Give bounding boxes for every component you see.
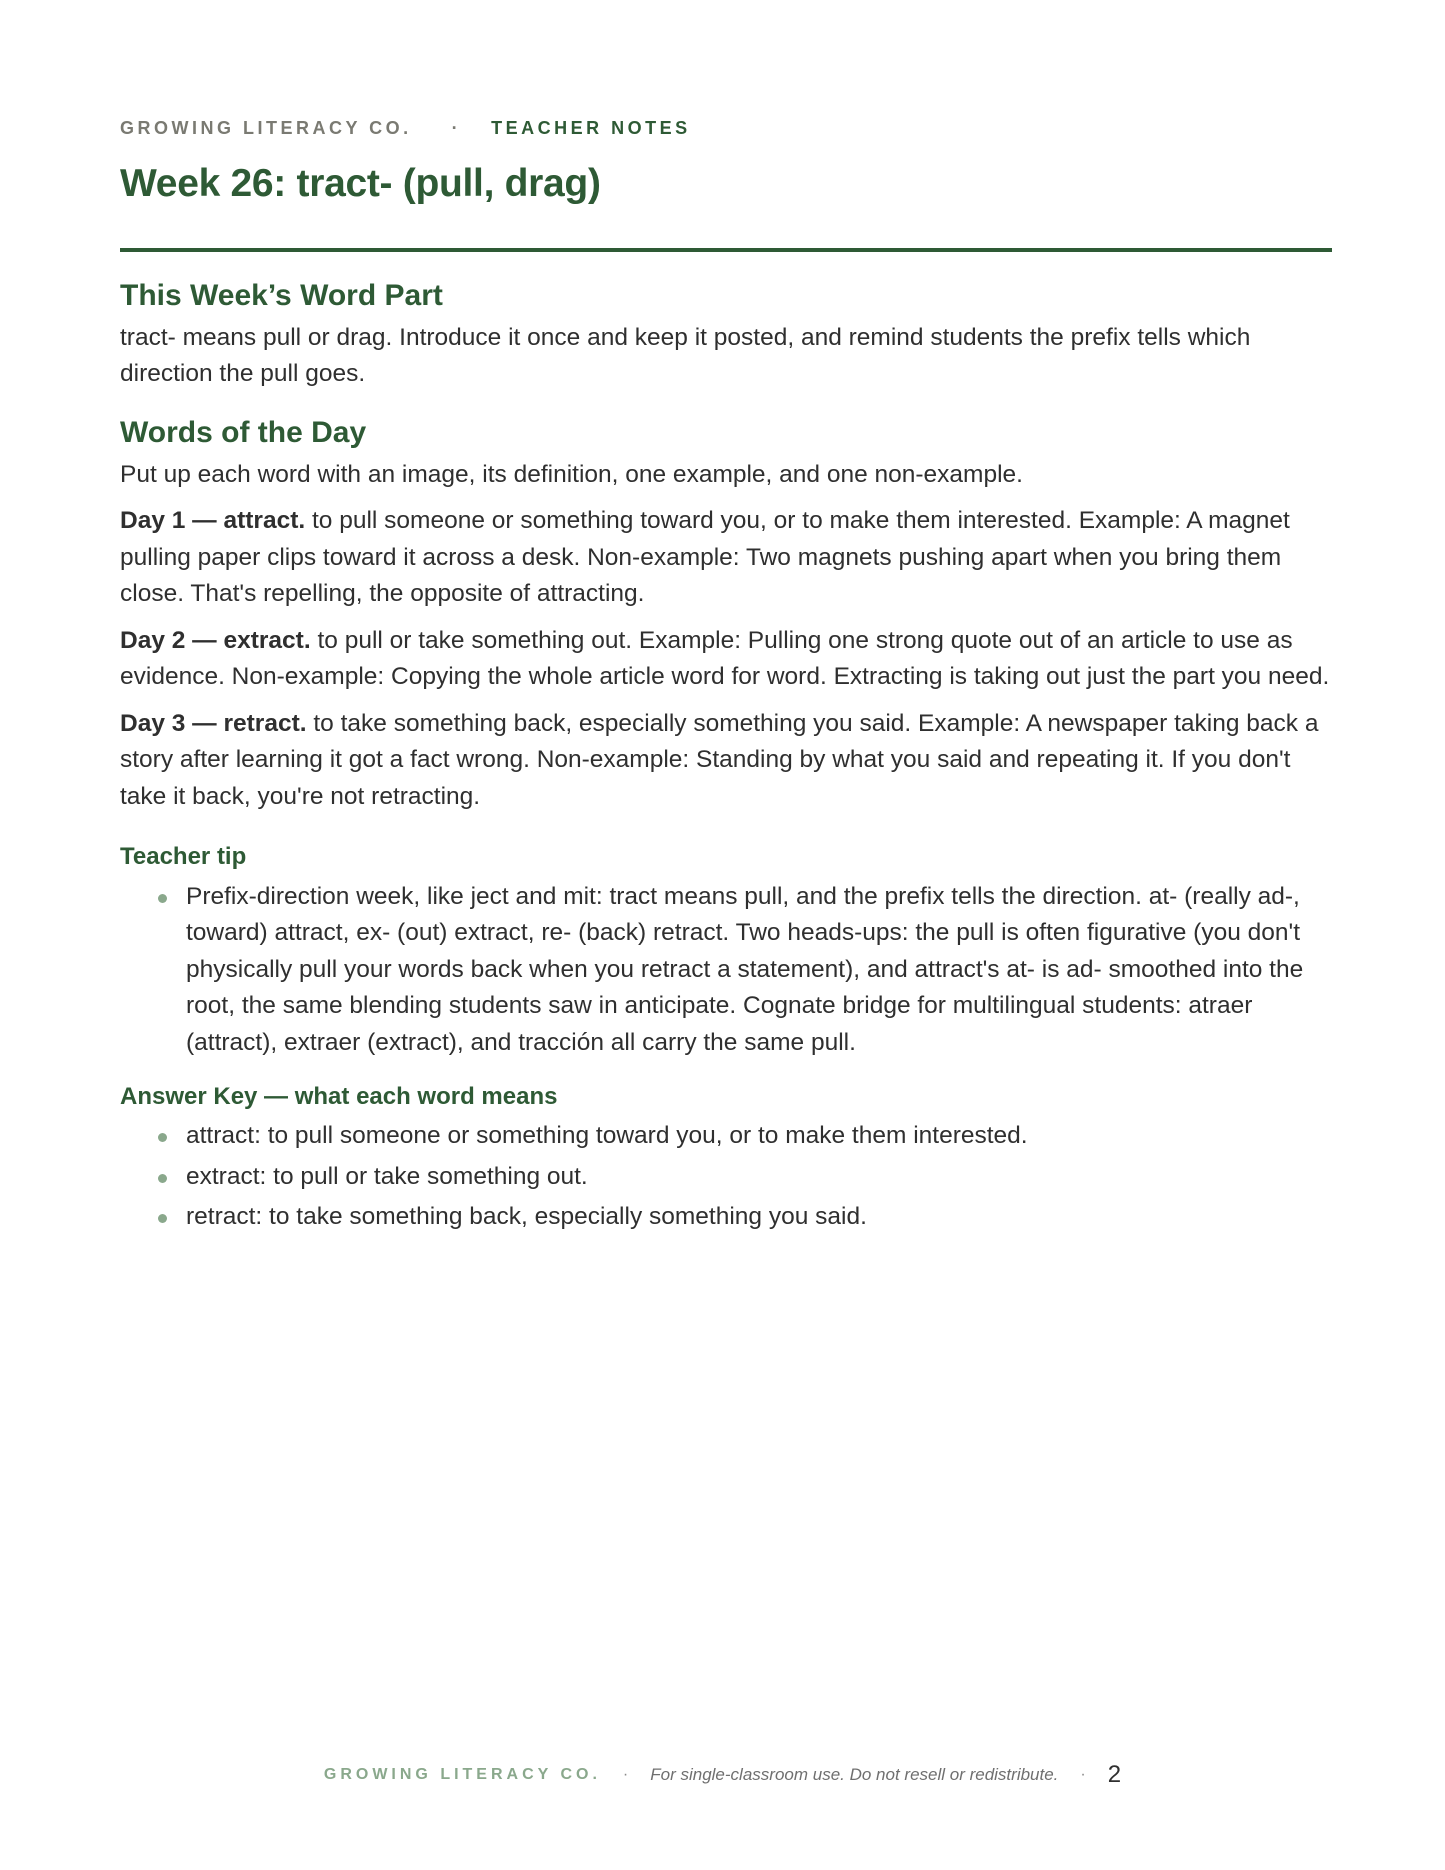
bullet-icon	[158, 894, 167, 903]
header-eyebrow	[120, 118, 1332, 139]
eyebrow-separator: ·	[451, 118, 462, 138]
footer-brand: GROWING LITERACY CO.	[323, 1766, 601, 1783]
footer-separator: ·	[622, 1766, 629, 1783]
list-item	[158, 879, 1332, 1062]
day-entry	[120, 706, 1332, 816]
answer-text: extract: to pull or take something out.	[186, 1162, 588, 1190]
list-item	[158, 1199, 1332, 1236]
teacher-tip-heading: Teacher tip	[120, 843, 247, 871]
day-definition: to pull or take something out. Example: Pulling one strong quote out of an article to use as evidence. Non-example: Copying the whole article word for word. Extracting is taking out just the part you need.	[120, 626, 1330, 691]
answer-key-list	[120, 1118, 1332, 1236]
day-entry	[120, 623, 1332, 696]
answer-text: retract: to take something back, especially something you said.	[186, 1203, 867, 1231]
bullet-icon	[158, 1174, 167, 1183]
footer-note: For single-classroom use. Do not resell or redistribute.	[650, 1765, 1059, 1784]
day-label: Day 2 — extract.	[120, 626, 311, 654]
words-of-day-heading: Words of the Day	[120, 415, 367, 449]
day-definition: to take something back, especially something you said. Example: A newspaper taking back a story after learning it got a fact wrong. Non-example: Standing by what you said and repeating it. If you don't take it back, you're not retracting.	[120, 709, 1319, 810]
title-divider	[120, 248, 1332, 252]
document-kind: TEACHER NOTES	[491, 118, 691, 138]
word-part-body: tract- means pull or drag. Introduce it once and keep it posted, and remind students the prefix tells which direction the pull goes.	[120, 323, 1251, 388]
list-item	[158, 1118, 1332, 1155]
day-label: Day 1 — attract.	[120, 507, 306, 535]
teacher-tip-list	[120, 879, 1332, 1062]
page-number: 2	[1107, 1761, 1122, 1788]
bullet-icon	[158, 1214, 167, 1223]
document-page	[120, 118, 1332, 1240]
day-entry	[120, 503, 1332, 613]
bullet-icon	[158, 1133, 167, 1142]
brand-name: GROWING LITERACY CO.	[120, 118, 412, 138]
footer-separator: ·	[1080, 1766, 1086, 1783]
answer-key-heading: Answer Key — what each word means	[120, 1083, 558, 1111]
list-item	[158, 1159, 1332, 1196]
word-part-heading: This Week’s Word Part	[120, 278, 443, 312]
tip-text: Prefix-direction week, like ject and mit: tract means pull, and the prefix tells the direction. at- (really ad-, toward) attract, ex- (out) extract, re- (back) retract. Two heads-ups: the pull is often figurative (you don't physically pull your words back when you retract a statement), and attract's at- is ad- smoothed into the root, the same blending students saw in anticipate. Cognate bridge for multilingual students: atraer (attract), extraer (extract), and tracción all carry the same pull.	[186, 882, 1304, 1056]
page-title: Week 26: tract- (pull, drag)	[120, 162, 601, 205]
page-footer	[0, 1761, 1445, 1789]
day-label: Day 3 — retract.	[120, 709, 307, 737]
day-definition: to pull someone or something toward you, or to make them interested. Example: A magnet pulling paper clips toward it across a desk. Non-example: Two magnets pushing apart when you bring them close. That's repelling, the opposite of attracting.	[120, 507, 1290, 608]
answer-text: attract: to pull someone or something toward you, or to make them interested.	[186, 1122, 1028, 1150]
words-of-day-intro: Put up each word with an image, its definition, one example, and one non-example.	[120, 460, 1023, 488]
